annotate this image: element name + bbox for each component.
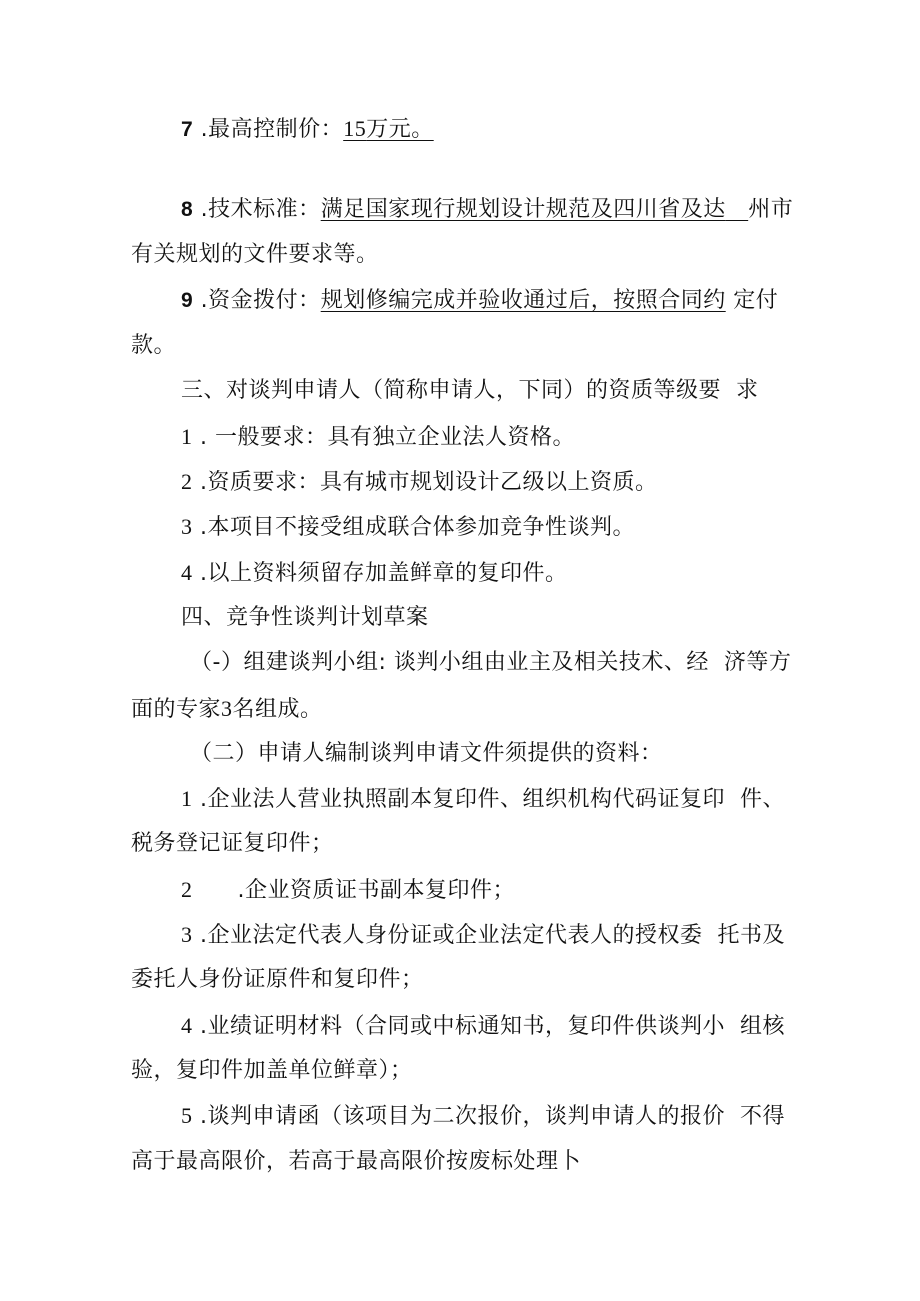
section-4-sub1-line2-number: 3 [221, 696, 233, 721]
section-4-item-5-line1: .谈判申请函（该项目为二次报价，谈判申请人的报价 不得 [192, 1104, 785, 1129]
item-7-value [343, 117, 434, 142]
item-7-value-number: 15 [343, 116, 367, 141]
section-3-item-4-text: .以上资料须留存加盖鲜章的复印件。 [192, 561, 568, 586]
section-4-item-2 [181, 875, 515, 906]
section-3-item-1 [181, 422, 575, 453]
item-8-value-text: 满足国家现行规划设计规范及四川省及达 [320, 197, 726, 222]
section-4-sub1-line2-pre: 面的专家 [131, 697, 222, 722]
item-8-line2: 有关规划的文件要求等。 [131, 242, 379, 267]
item-8-number: 8 [181, 198, 194, 221]
section-3-item-2 [181, 467, 658, 498]
section-3-item-3-number: 3 [181, 514, 193, 539]
section-4-item-4-line1: .业绩证明材料（合同或中标通知书，复印件供谈判小 组核 [192, 1014, 785, 1039]
section-4-item-1 [181, 784, 785, 815]
section-4-item-5-line2: 高于最高限价，若高于最高限价按废标处理卜 [131, 1149, 582, 1174]
section-4-item-3-number: 3 [181, 922, 193, 947]
item-9-line2: 款。 [131, 333, 177, 358]
item-7-number: 7 [181, 118, 194, 141]
section-3-item-1-number: 1 [181, 424, 193, 449]
item-9-tail: 定付 [725, 288, 779, 313]
section-4-item-3 [181, 920, 785, 951]
section-3-item-3 [181, 512, 635, 543]
section-4-item-2-number: 2 [181, 877, 193, 902]
item-8-tail: 州市 [748, 197, 794, 222]
section-4-item-1-line2: 税务登记证复印件； [131, 831, 334, 856]
section-3-heading: 三、对谈判申请人（简称申请人，下同）的资质等级要 求 [181, 378, 759, 403]
section-4-item-1-number: 1 [181, 786, 193, 811]
section-3-item-4 [181, 558, 568, 589]
section-3-item-2-text: .资质要求：具有城市规划设计乙级以上资质。 [192, 470, 658, 495]
item-9-number: 9 [181, 289, 194, 312]
section-4-heading: 四、竞争性谈判计划草案 [181, 605, 429, 630]
section-4-sub1-line1: （-）组建谈判小组: 谈判小组由业主及相关技术、经 济等方 [190, 650, 792, 675]
section-4-item-3-line2: 委托人身份证原件和复印件； [131, 967, 424, 992]
item-8-value [321, 197, 749, 222]
item-7 [181, 114, 434, 145]
item-9-value: 规划修编完成并验收通过后，按照合同约 [320, 288, 726, 313]
item-7-value-text: 万元。 [366, 117, 434, 142]
section-4-item-5-number: 5 [181, 1103, 193, 1128]
section-4-item-1-line1: .企业法人营业执照副本复印件、组织机构代码证复印 件、 [192, 787, 785, 812]
section-3-item-2-number: 2 [181, 469, 193, 494]
section-4-sub1-line2 [131, 694, 323, 725]
section-4-item-3-line1: .企业法定代表人身份证或企业法定代表人的授权委 托书及 [192, 923, 785, 948]
section-4-sub1-line2-post: 名组成。 [232, 697, 323, 722]
section-4-item-4 [181, 1011, 785, 1042]
item-8 [181, 195, 793, 225]
item-9 [181, 286, 778, 316]
item-8-label: .技术标准： [193, 197, 321, 222]
section-4-item-2-line1: .企业资质证书副本复印件； [192, 878, 515, 903]
item-8-value-gap [726, 197, 748, 222]
section-3-item-1-text: . 一般要求：具有独立企业法人资格。 [192, 425, 575, 450]
section-4-item-4-number: 4 [181, 1013, 193, 1038]
section-4-sub2-heading: （二）申请人编制谈判申请文件须提供的资料： [190, 741, 663, 766]
item-7-label: .最高控制价： [193, 117, 344, 142]
section-4-item-4-line2: 验，复印件加盖单位鲜章）； [131, 1058, 413, 1083]
section-4-item-5 [181, 1101, 785, 1132]
section-3-item-4-number: 4 [181, 560, 193, 585]
section-3-item-3-text: .本项目不接受组成联合体参加竞争性谈判。 [192, 515, 635, 540]
item-9-label: .资金拨付： [193, 288, 321, 313]
